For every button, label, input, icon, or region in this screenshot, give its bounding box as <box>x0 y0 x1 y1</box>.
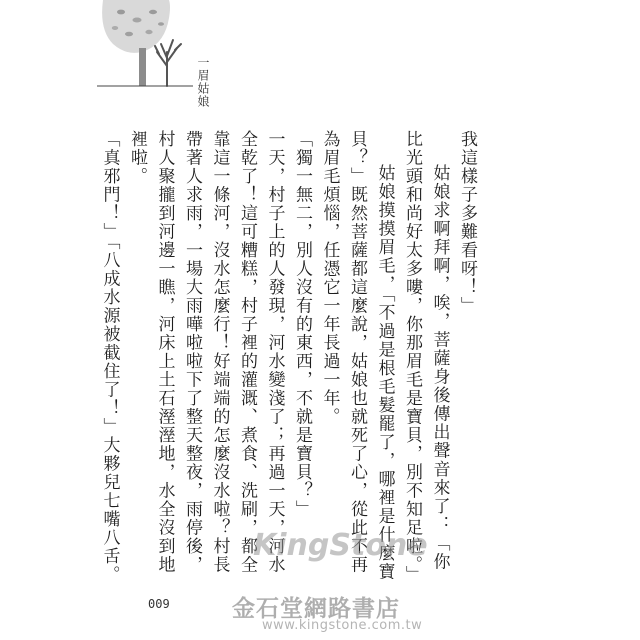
paragraph: 「真邪門！」「八成水源被截住了！」大夥兒七嘴八舌。 <box>99 130 120 584</box>
vertical-body-text <box>99 130 480 585</box>
running-head-title: 一眉姑娘 <box>196 56 210 108</box>
page-number: 009 <box>148 597 170 611</box>
watermark-store-name: 金石堂網路書店 <box>232 595 400 622</box>
paragraph: 一天，村子上的人發現，河水變淺了；再過一天，河水全乾了！這可糟糕，村子裡的灌溉、煮食、洗刷，都全靠這一條河，沒水怎麼行！好端端的怎麼沒水啦？村長帶著人求雨，一場大雨嘩啦啦下了整天整夜，雨停後，村人聚攏到河邊一瞧，河床上土石溼溼地，水全沒到地裡啦。 <box>127 130 285 574</box>
paragraph: 我這樣子多難看呀！」 <box>457 130 477 315</box>
paragraph: 「獨一無二，別人沒有的東西，不就是寶貝？」 <box>292 130 312 519</box>
paragraph: 姑娘摸摸眉毛，「不過是根毛髮罷了，哪裡是什麼寶貝？」既然菩薩都這麼說，姑娘也就死了心，從此不再為眉毛煩惱，任憑它一年長過一年。 <box>319 130 395 581</box>
paragraph: 姑娘求啊拜啊，唉，菩薩身後傳出聲音來了：「你比光頭和尚好太多嘍，你那眉毛是寶貝，別不知足啦。」 <box>402 130 450 584</box>
tree-illustration <box>95 0 195 92</box>
watermark-url: www.kingstone.com.tw <box>262 618 423 633</box>
watermark-logo: KingStone <box>253 528 428 563</box>
